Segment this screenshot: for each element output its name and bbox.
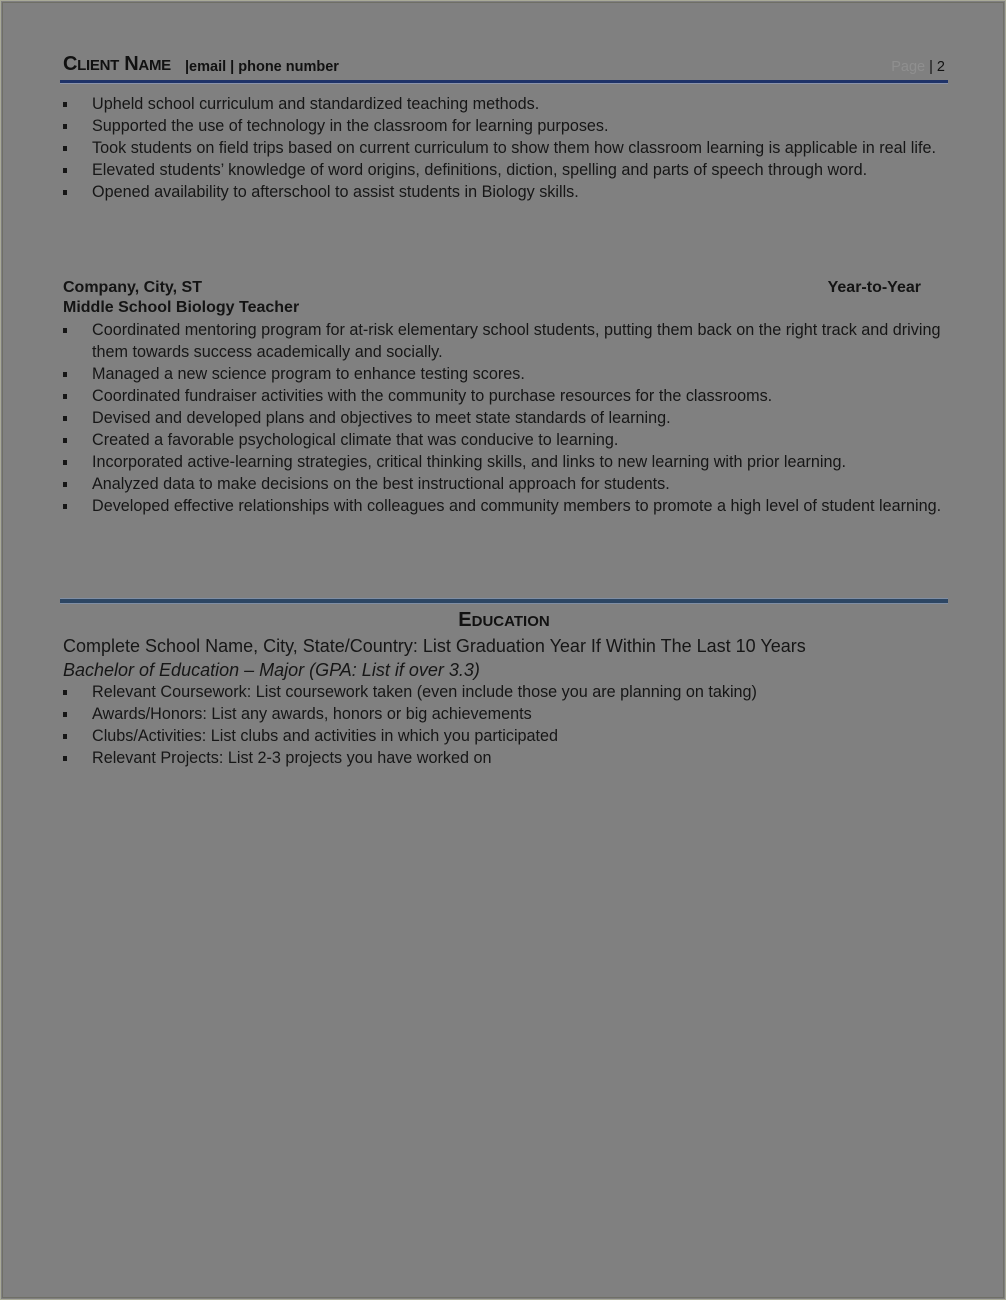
square-bullet-icon [63,168,67,173]
client-name-first-rest: LIENT [77,57,119,74]
client-name-initial-2: N [124,53,139,75]
list-item: Analyzed data to make decisions on the best instructional approach for students. [63,473,943,495]
square-bullet-icon [63,394,67,399]
list-item: Devised and developed plans and objectives to meet state standards of learning. [63,407,943,429]
square-bullet-icon [63,416,67,421]
list-item: Coordinated mentoring program for at-risk elementary school students, putting them back on the right track and driving them towards success academically and socially. [63,319,943,363]
square-bullet-icon [63,690,67,695]
client-name [63,53,171,76]
square-bullet-icon [63,190,67,195]
bullet-list [63,681,943,769]
previous-job-bullets [63,93,943,203]
client-name-last-rest: AME [138,57,171,74]
page-number-value: 2 [936,59,945,75]
square-bullet-icon [63,124,67,129]
list-item: Upheld school curriculum and standardized teaching methods. [63,93,943,115]
square-bullet-icon [63,146,67,151]
square-bullet-icon [63,482,67,487]
list-item: Created a favorable psychological climate that was conducive to learning. [63,429,943,451]
list-item: Relevant Projects: List 2-3 projects you have worked on [63,747,943,769]
education-divider [60,599,948,603]
list-item: Elevated students’ knowledge of word origins, definitions, diction, spelling and parts of speech through word. [63,159,943,181]
square-bullet-icon [63,460,67,465]
square-bullet-icon [63,734,67,739]
list-item: Coordinated fundraiser activities with the community to purchase resources for the classrooms. [63,385,943,407]
square-bullet-icon [63,372,67,377]
page-number [891,59,945,75]
list-item: Opened availability to afterschool to assist students in Biology skills. [63,181,943,203]
education-degree: Bachelor of Education – Major (GPA: List if over 3.3) [63,660,480,680]
list-item: Supported the use of technology in the classroom for learning purposes. [63,115,943,137]
client-name-initial: C [63,53,78,75]
list-item: Managed a new science program to enhance testing scores. [63,363,943,385]
list-item: Clubs/Activities: List clubs and activities in which you participated [63,725,943,747]
page-separator: | [929,59,933,75]
bullet-list [63,93,943,203]
job-bullets [63,319,943,517]
contact-info: |email | phone number [185,59,339,75]
education-bullets [63,681,943,769]
education-school: Complete School Name, City, State/Country: List Graduation Year If Within The Last 10 Years [63,636,806,656]
list-item: Developed effective relationships with colleagues and community members to promote a high level of student learning. [63,495,943,517]
square-bullet-icon [63,756,67,761]
job-company: Company, City, ST [63,279,202,296]
list-item: Took students on field trips based on current curriculum to show them how classroom learning is applicable in real life. [63,137,943,159]
page-label: Page [891,59,926,75]
job-dates: Year-to-Year [827,279,921,296]
square-bullet-icon [63,328,67,333]
section-title-education: EDUCATION [458,609,550,631]
square-bullet-icon [63,504,67,509]
square-bullet-icon [63,102,67,107]
bullet-list [63,319,943,517]
square-bullet-icon [63,712,67,717]
list-item: Relevant Coursework: List coursework taken (even include those you are planning on taking) [63,681,943,703]
page-header [63,53,947,79]
square-bullet-icon [63,438,67,443]
header-divider [60,80,948,83]
job-title: Middle School Biology Teacher [63,299,300,316]
list-item: Incorporated active-learning strategies, critical thinking skills, and links to new learning with prior learning. [63,451,943,473]
list-item: Awards/Honors: List any awards, honors or big achievements [63,703,943,725]
